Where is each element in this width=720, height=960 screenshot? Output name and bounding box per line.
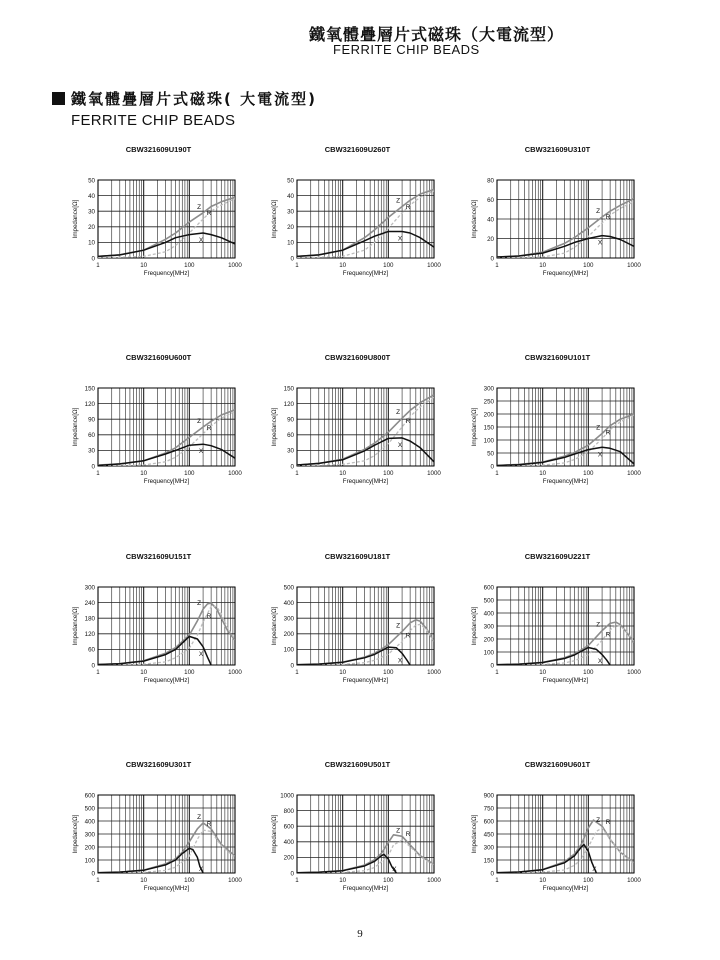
- chart-CBW321609U501T: [259, 757, 459, 897]
- x-tick-label: 1: [495, 470, 499, 477]
- y-tick-label: 750: [483, 805, 494, 813]
- y-tick-label: 50: [88, 177, 95, 185]
- x-tick-label: 100: [383, 262, 394, 269]
- y-axis-label: Impedance[Ω]: [471, 606, 478, 646]
- chart-title: CBW321609U101T: [524, 353, 591, 362]
- y-tick-label: 400: [283, 839, 294, 847]
- series-R-line: [98, 830, 235, 873]
- chart-svg: [259, 350, 459, 490]
- chart-svg: [259, 757, 459, 897]
- y-axis-label: Impedance[Ω]: [72, 199, 79, 239]
- series-label-Z: Z: [596, 424, 601, 432]
- chart-CBW321609U310T: [459, 142, 659, 282]
- series-label-Z: Z: [396, 197, 401, 205]
- x-tick-label: 100: [184, 262, 195, 269]
- x-axis-label: Frequency[MHz]: [143, 270, 190, 277]
- y-axis-label: Impedance[Ω]: [271, 407, 278, 447]
- x-tick-label: 100: [383, 669, 394, 676]
- x-tick-label: 1: [495, 877, 499, 884]
- y-tick-label: 500: [483, 597, 494, 605]
- y-tick-label: 300: [84, 831, 95, 839]
- series-label-R: R: [605, 818, 611, 826]
- series-label-R: R: [405, 203, 411, 211]
- series-Z-line: [497, 199, 634, 258]
- x-tick-label: 1000: [427, 669, 441, 676]
- x-axis-label: Frequency[MHz]: [143, 478, 190, 485]
- x-tick-label: 100: [184, 669, 195, 676]
- y-tick-label: 120: [283, 400, 294, 408]
- series-label-Z: Z: [197, 203, 202, 211]
- chart-title: CBW321609U151T: [125, 552, 192, 561]
- y-axis-label: Impedance[Ω]: [271, 606, 278, 646]
- x-tick-label: 100: [583, 470, 594, 477]
- x-tick-label: 100: [583, 262, 594, 269]
- y-tick-label: 400: [483, 610, 494, 618]
- y-tick-label: 120: [84, 400, 95, 408]
- chart-svg: [459, 757, 659, 897]
- y-tick-label: 90: [88, 416, 95, 424]
- x-tick-label: 1: [96, 262, 100, 269]
- series-X-line: [297, 232, 434, 257]
- series-X-line: [497, 648, 610, 666]
- series-group: [297, 395, 434, 466]
- y-axis-label: Impedance[Ω]: [471, 814, 478, 854]
- x-tick-label: 1000: [228, 669, 242, 676]
- y-tick-label: 0: [490, 870, 494, 878]
- chart-title: CBW321609U181T: [324, 552, 391, 561]
- series-group: [297, 620, 434, 665]
- series-R-line: [297, 191, 434, 258]
- y-tick-label: 250: [483, 398, 494, 406]
- y-tick-label: 600: [483, 818, 494, 826]
- chart-CBW321609U260T: [259, 142, 459, 282]
- y-tick-label: 150: [483, 424, 494, 432]
- x-axis-label: Frequency[MHz]: [342, 677, 389, 684]
- series-group: [297, 835, 434, 873]
- chart-title: CBW321609U221T: [524, 552, 591, 561]
- chart-CBW321609U190T: [60, 142, 260, 282]
- chart-svg: [259, 142, 459, 282]
- y-tick-label: 30: [287, 208, 294, 216]
- chart-title: CBW321609U301T: [125, 760, 192, 769]
- header-title-en: FERRITE CHIP BEADS: [333, 42, 480, 57]
- y-tick-label: 0: [91, 463, 95, 471]
- x-tick-label: 1: [96, 669, 100, 676]
- x-tick-label: 1: [295, 877, 299, 884]
- series-label-R: R: [605, 429, 611, 437]
- y-tick-label: 90: [287, 416, 294, 424]
- y-tick-label: 20: [287, 224, 294, 232]
- y-tick-label: 200: [483, 411, 494, 419]
- y-tick-label: 80: [487, 177, 494, 185]
- series-label-X: X: [198, 650, 204, 658]
- plot-frame: [297, 180, 434, 258]
- y-tick-label: 40: [487, 216, 494, 224]
- chart-title: CBW321609U601T: [524, 760, 591, 769]
- y-tick-label: 180: [84, 615, 95, 623]
- y-tick-label: 150: [84, 385, 95, 393]
- series-label-Z: Z: [596, 817, 601, 825]
- series-X-line: [497, 447, 634, 465]
- y-tick-label: 100: [84, 857, 95, 865]
- y-tick-label: 0: [290, 255, 294, 263]
- y-tick-label: 20: [88, 224, 95, 232]
- x-tick-label: 10: [539, 877, 547, 884]
- series-R-line: [297, 840, 434, 873]
- series-label-R: R: [405, 632, 411, 640]
- y-axis-label: Impedance[Ω]: [471, 407, 478, 447]
- x-tick-label: 10: [539, 669, 547, 676]
- x-tick-label: 10: [339, 669, 347, 676]
- y-tick-label: 100: [483, 649, 494, 657]
- y-tick-label: 30: [88, 208, 95, 216]
- chart-CBW321609U600T: [60, 350, 260, 490]
- series-label-X: X: [198, 866, 204, 873]
- header-title-zh: 鐵氧體疊層片式磁珠（大電流型）: [308, 25, 564, 44]
- y-axis-label: Impedance[Ω]: [271, 814, 278, 854]
- series-label-X: X: [597, 658, 603, 665]
- y-tick-label: 0: [91, 255, 95, 263]
- series-label-X: X: [397, 657, 403, 665]
- y-tick-label: 40: [287, 192, 294, 200]
- series-label-Z: Z: [596, 208, 601, 216]
- series-label-X: X: [597, 451, 603, 459]
- x-tick-label: 1000: [427, 470, 441, 477]
- series-R-line: [98, 607, 235, 666]
- x-tick-label: 10: [140, 877, 148, 884]
- y-tick-label: 30: [287, 447, 294, 455]
- y-tick-label: 0: [490, 463, 494, 471]
- series-Z-line: [297, 395, 434, 465]
- y-tick-label: 0: [290, 463, 294, 471]
- chart-CBW321609U101T: [459, 350, 659, 490]
- x-tick-label: 100: [583, 669, 594, 676]
- series-label-Z: Z: [396, 827, 401, 835]
- chart-svg: [459, 142, 659, 282]
- chart-CBW321609U301T: [60, 757, 260, 897]
- x-tick-label: 1: [495, 262, 499, 269]
- x-tick-label: 1: [295, 669, 299, 676]
- x-tick-label: 100: [383, 470, 394, 477]
- series-label-Z: Z: [197, 813, 202, 821]
- plot-frame: [297, 388, 434, 466]
- y-tick-label: 300: [483, 844, 494, 852]
- series-label-R: R: [206, 613, 212, 621]
- y-tick-label: 600: [283, 823, 294, 831]
- page-number: 9: [357, 928, 363, 940]
- y-tick-label: 100: [483, 437, 494, 445]
- series-label-Z: Z: [197, 418, 202, 425]
- series-group: [98, 197, 235, 258]
- y-tick-label: 0: [490, 255, 494, 263]
- y-tick-label: 300: [283, 615, 294, 623]
- chart-CBW321609U151T: [60, 549, 260, 689]
- series-R-line: [497, 625, 634, 665]
- y-tick-label: 500: [84, 805, 95, 813]
- y-tick-label: 600: [84, 792, 95, 800]
- series-label-X: X: [397, 235, 403, 243]
- x-tick-label: 1: [96, 877, 100, 884]
- series-R-line: [297, 624, 434, 665]
- y-axis-label: Impedance[Ω]: [72, 814, 79, 854]
- x-tick-label: 10: [339, 877, 347, 884]
- chart-title: CBW321609U310T: [524, 145, 591, 154]
- series-label-R: R: [605, 213, 611, 221]
- series-label-Z: Z: [596, 621, 601, 629]
- y-tick-label: 120: [84, 631, 95, 639]
- x-axis-label: Frequency[MHz]: [542, 885, 589, 892]
- series-label-X: X: [198, 237, 204, 245]
- x-tick-label: 1: [495, 669, 499, 676]
- series-label-R: R: [405, 418, 411, 425]
- x-tick-label: 10: [140, 470, 148, 477]
- x-tick-label: 100: [583, 877, 594, 884]
- chart-title: CBW321609U190T: [125, 145, 192, 154]
- y-tick-label: 100: [283, 646, 294, 654]
- x-axis-label: Frequency[MHz]: [342, 270, 389, 277]
- x-tick-label: 1000: [427, 262, 441, 269]
- y-tick-label: 10: [88, 239, 95, 247]
- y-tick-label: 240: [84, 599, 95, 607]
- y-tick-label: 60: [287, 432, 294, 440]
- section-bullet-icon: [52, 92, 65, 105]
- y-tick-label: 0: [290, 870, 294, 878]
- series-group: [497, 199, 634, 259]
- y-tick-label: 400: [84, 818, 95, 826]
- y-tick-label: 900: [483, 792, 494, 800]
- series-label-R: R: [605, 631, 611, 639]
- y-tick-label: 60: [88, 646, 95, 654]
- series-label-R: R: [405, 831, 411, 839]
- series-label-R: R: [206, 424, 212, 432]
- series-X-line: [297, 438, 434, 465]
- x-tick-label: 1000: [627, 669, 641, 676]
- y-tick-label: 300: [84, 584, 95, 592]
- x-tick-label: 10: [339, 262, 347, 269]
- y-tick-label: 60: [88, 432, 95, 440]
- y-tick-label: 1000: [280, 792, 294, 800]
- series-X-line: [98, 233, 235, 256]
- y-tick-label: 450: [483, 831, 494, 839]
- x-tick-label: 1: [295, 470, 299, 477]
- section-title-en: FERRITE CHIP BEADS: [71, 112, 236, 129]
- y-tick-label: 200: [283, 854, 294, 862]
- y-tick-label: 40: [88, 192, 95, 200]
- chart-title: CBW321609U800T: [324, 353, 391, 362]
- y-axis-label: Impedance[Ω]: [72, 407, 79, 447]
- plot-frame: [297, 795, 434, 873]
- series-group: [98, 410, 235, 466]
- x-tick-label: 1000: [627, 470, 641, 477]
- series-Z-line: [297, 189, 434, 256]
- chart-CBW321609U221T: [459, 549, 659, 689]
- plot-frame: [98, 180, 235, 258]
- series-label-Z: Z: [197, 600, 202, 608]
- series-label-R: R: [206, 821, 212, 829]
- x-tick-label: 1000: [427, 877, 441, 884]
- y-tick-label: 50: [287, 177, 294, 185]
- y-axis-label: Impedance[Ω]: [72, 606, 79, 646]
- y-tick-label: 0: [91, 662, 95, 670]
- series-label-X: X: [198, 448, 204, 456]
- y-tick-label: 300: [483, 623, 494, 631]
- series-R-line: [497, 828, 634, 873]
- x-tick-label: 10: [140, 262, 148, 269]
- x-tick-label: 10: [140, 669, 148, 676]
- chart-svg: [60, 142, 260, 282]
- y-tick-label: 500: [283, 584, 294, 592]
- x-axis-label: Frequency[MHz]: [542, 677, 589, 684]
- section-title-zh: 鐵氧體疊層片式磁珠( 大電流型): [71, 90, 317, 108]
- y-tick-label: 200: [283, 631, 294, 639]
- y-tick-label: 800: [283, 807, 294, 815]
- y-axis-label: Impedance[Ω]: [271, 199, 278, 239]
- series-label-Z: Z: [396, 622, 401, 630]
- series-label-Z: Z: [396, 409, 401, 417]
- x-axis-label: Frequency[MHz]: [342, 478, 389, 485]
- series-group: [297, 189, 434, 258]
- chart-svg: [459, 549, 659, 689]
- x-tick-label: 10: [539, 262, 547, 269]
- x-axis-label: Frequency[MHz]: [342, 885, 389, 892]
- x-axis-label: Frequency[MHz]: [542, 270, 589, 277]
- series-Z-line: [497, 820, 634, 873]
- plot-frame: [297, 587, 434, 665]
- chart-title: CBW321609U600T: [125, 353, 192, 362]
- series-group: [497, 820, 634, 873]
- y-tick-label: 10: [287, 239, 294, 247]
- x-axis-label: Frequency[MHz]: [143, 677, 190, 684]
- y-tick-label: 300: [483, 385, 494, 393]
- y-tick-label: 600: [483, 584, 494, 592]
- x-axis-label: Frequency[MHz]: [143, 885, 190, 892]
- y-tick-label: 30: [88, 447, 95, 455]
- chart-svg: [60, 350, 260, 490]
- x-axis-label: Frequency[MHz]: [542, 478, 589, 485]
- series-label-X: X: [597, 239, 603, 247]
- series-label-X: X: [592, 866, 597, 873]
- chart-svg: [259, 549, 459, 689]
- chart-svg: [60, 757, 260, 897]
- chart-svg: [459, 350, 659, 490]
- series-X-line: [98, 444, 235, 465]
- y-tick-label: 0: [490, 662, 494, 670]
- series-Z-line: [297, 835, 434, 873]
- series-group: [98, 823, 235, 873]
- x-tick-label: 1: [295, 262, 299, 269]
- series-label-X: X: [392, 866, 397, 873]
- series-group: [497, 622, 634, 665]
- y-tick-label: 20: [487, 235, 494, 243]
- x-tick-label: 10: [539, 470, 547, 477]
- y-tick-label: 0: [91, 870, 95, 878]
- chart-CBW321609U181T: [259, 549, 459, 689]
- x-tick-label: 1000: [228, 470, 242, 477]
- y-axis-label: Impedance[Ω]: [471, 199, 478, 239]
- y-tick-label: 60: [487, 196, 494, 204]
- chart-CBW321609U601T: [459, 757, 659, 897]
- chart-title: CBW321609U260T: [324, 145, 391, 154]
- y-tick-label: 150: [483, 857, 494, 865]
- x-tick-label: 100: [184, 470, 195, 477]
- y-tick-label: 150: [283, 385, 294, 393]
- x-tick-label: 100: [184, 877, 195, 884]
- y-tick-label: 50: [487, 450, 494, 458]
- series-Z-line: [98, 410, 235, 465]
- x-tick-label: 100: [383, 877, 394, 884]
- x-tick-label: 1000: [627, 262, 641, 269]
- y-tick-label: 0: [290, 662, 294, 670]
- y-tick-label: 400: [283, 599, 294, 607]
- x-tick-label: 1: [96, 470, 100, 477]
- x-tick-label: 10: [339, 470, 347, 477]
- series-X-line: [98, 636, 211, 665]
- chart-CBW321609U800T: [259, 350, 459, 490]
- chart-title: CBW321609U501T: [324, 760, 391, 769]
- series-label-R: R: [206, 210, 212, 217]
- x-tick-label: 1000: [627, 877, 641, 884]
- series-label-X: X: [397, 441, 403, 449]
- x-tick-label: 1000: [228, 262, 242, 269]
- series-R-line: [98, 199, 235, 258]
- y-tick-label: 200: [84, 844, 95, 852]
- x-tick-label: 1000: [228, 877, 242, 884]
- y-tick-label: 200: [483, 636, 494, 644]
- chart-svg: [60, 549, 260, 689]
